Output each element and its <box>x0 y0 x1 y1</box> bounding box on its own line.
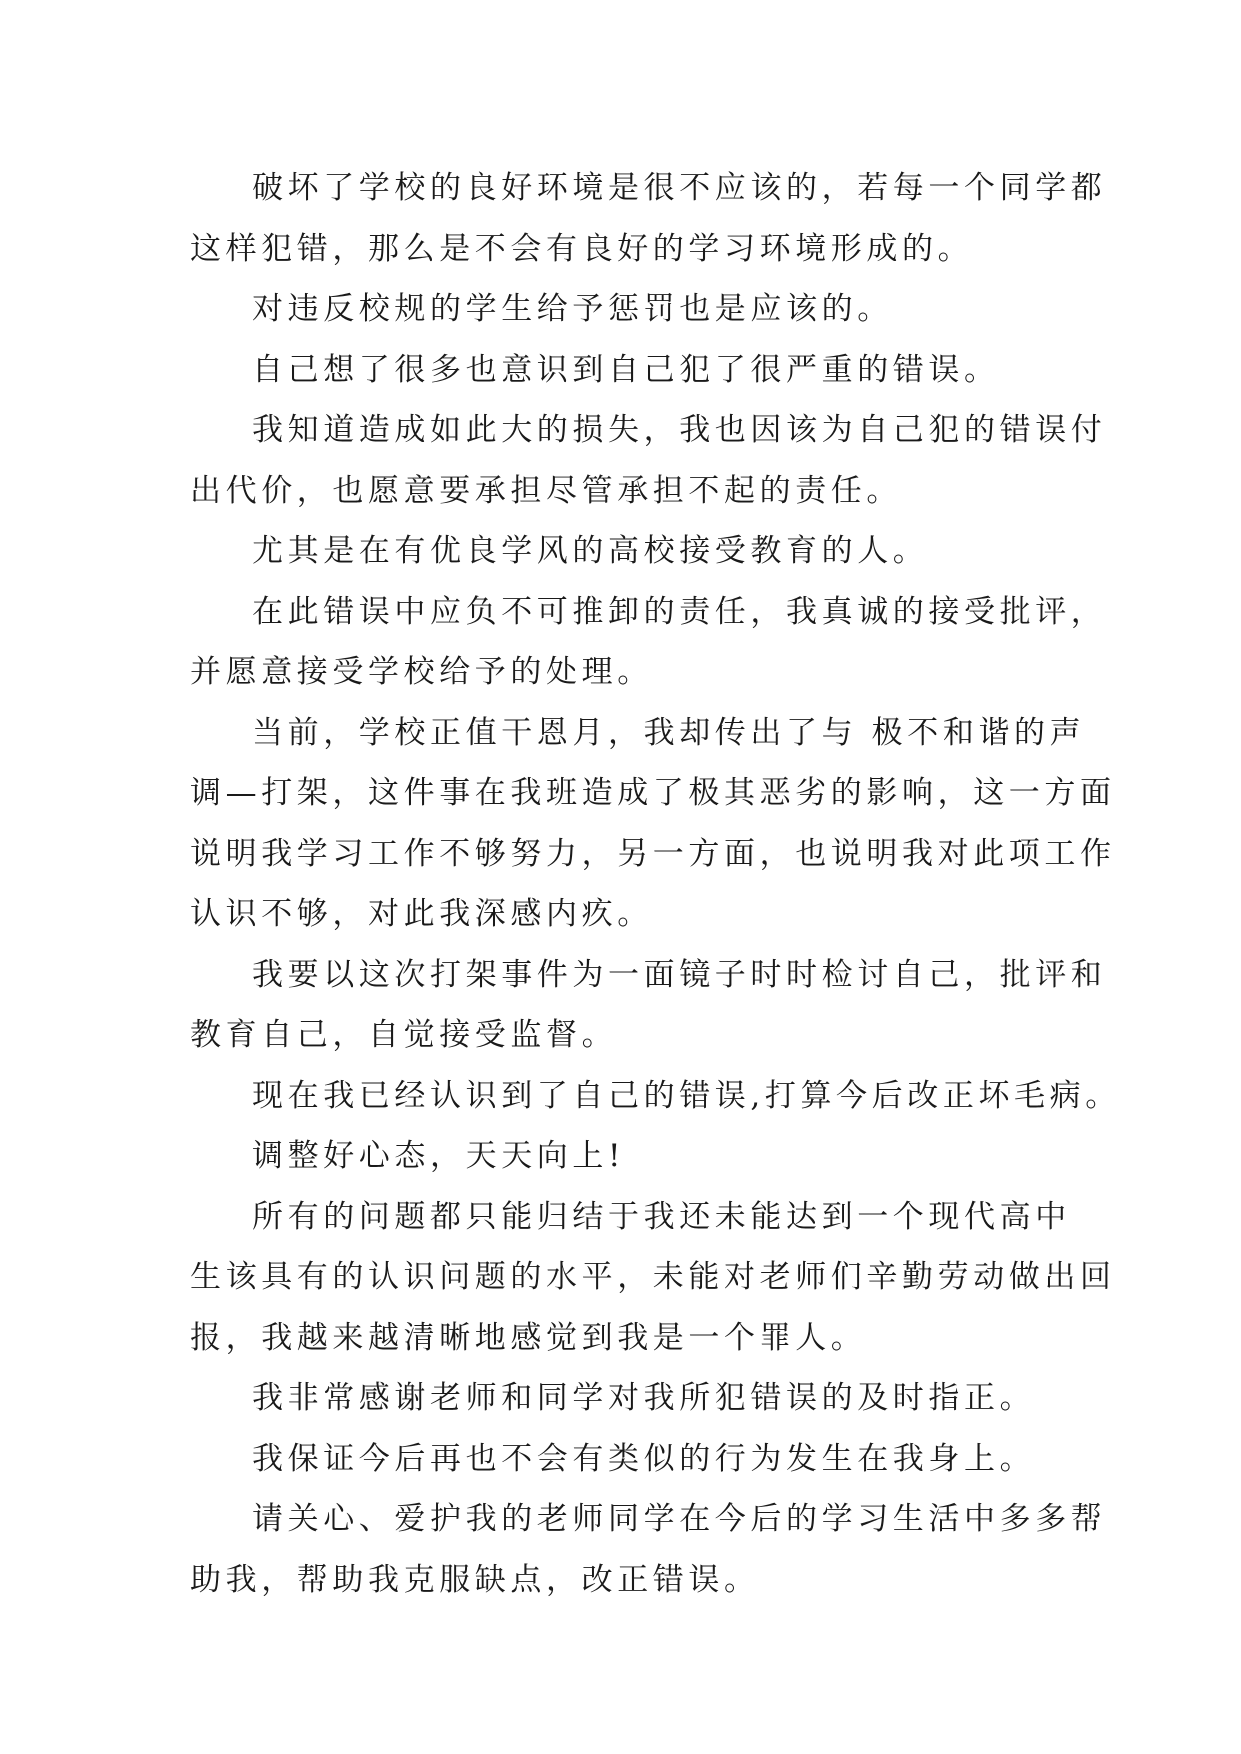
document-paragraph <box>190 1066 1121 1127</box>
document-body <box>190 158 1121 1610</box>
paragraph-line: 生该具有的认识问题的水平，未能对老师们辛勤劳动做出回 <box>190 1259 1116 1295</box>
paragraph-line: 尤其是在有优良学风的高校接受教育的人。 <box>252 533 929 569</box>
paragraph-line: 报，我越来越清晰地感觉到我是一个罪人。 <box>190 1319 867 1356</box>
paragraph-line: 说明我学习工作不够努力，另一方面，也说明我对此项工作 <box>190 835 1116 872</box>
document-paragraph <box>190 340 1060 401</box>
paragraph-line: 所有的问题都只能归结于我还未能达到一个现代高中 <box>252 1198 1071 1235</box>
document-paragraph <box>190 400 1107 521</box>
paragraph-line: 调整好心态，天天向上! <box>252 1138 626 1174</box>
document-paragraph <box>190 1126 1060 1187</box>
paragraph-line: 当前，学校正值干恩月，我却传出了与 极不和谐的声 <box>252 714 1086 751</box>
document-paragraph <box>190 1489 1107 1610</box>
document-paragraph <box>190 158 1107 279</box>
paragraph-line: 在此错误中应负不可推卸的责任，我真诚的接受批评， <box>252 593 1107 630</box>
paragraph-line: 我保证今后再也不会有类似的行为发生在我身上。 <box>252 1440 1036 1477</box>
paragraph-line: 并愿意接受学校给予的处理。 <box>190 654 653 690</box>
document-paragraph <box>190 1187 1116 1369</box>
paragraph-line: 请关心、爱护我的老师同学在今后的学习生活中多多帮 <box>252 1501 1107 1537</box>
paragraph-line: 现在我已经认识到了自己的错误,打算今后改正坏毛病。 <box>252 1077 1121 1114</box>
paragraph-line: 认识不够，对此我深感内疚。 <box>190 896 653 932</box>
document-paragraph <box>190 703 1116 945</box>
paragraph-line: 这样犯错，那么是不会有良好的学习环境形成的。 <box>190 230 974 267</box>
document-paragraph <box>190 945 1107 1066</box>
document-paragraph <box>190 279 1060 340</box>
paragraph-line: 我非常感谢老师和同学对我所犯错误的及时指正。 <box>252 1380 1036 1416</box>
paragraph-line: 调—打架，这件事在我班造成了极其恶劣的影响，这一方面 <box>190 775 1116 811</box>
document-paragraph <box>190 1429 1060 1490</box>
document-paragraph <box>190 1368 1060 1429</box>
paragraph-line: 教育自己，自觉接受监督。 <box>190 1017 618 1053</box>
paragraph-line: 破坏了学校的良好环境是很不应该的，若每一个同学都 <box>252 170 1107 206</box>
paragraph-line: 我要以这次打架事件为一面镜子时时检讨自己，批评和 <box>252 956 1107 993</box>
document-paragraph <box>190 582 1107 703</box>
paragraph-line: 我知道造成如此大的损失，我也因该为自己犯的错误付 <box>252 412 1107 448</box>
document-paragraph <box>190 521 1060 582</box>
paragraph-line: 出代价，也愿意要承担尽管承担不起的责任。 <box>190 472 902 509</box>
paragraph-line: 对违反校规的学生给予惩罚也是应该的。 <box>252 291 893 327</box>
paragraph-line: 自己想了很多也意识到自己犯了很严重的错误。 <box>252 351 1000 388</box>
paragraph-line: 助我，帮助我克服缺点，改正错误。 <box>190 1561 760 1598</box>
